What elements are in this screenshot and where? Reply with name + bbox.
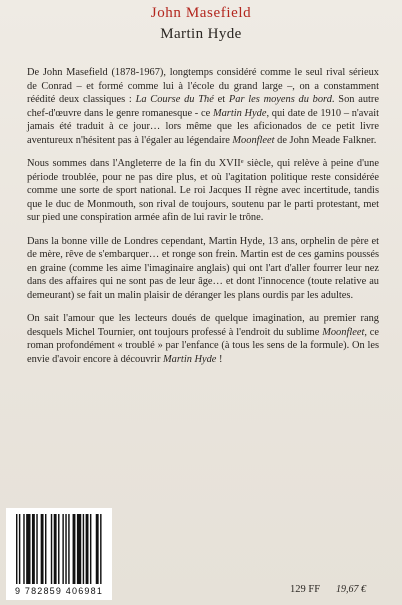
barcode-bar <box>68 514 69 584</box>
barcode-bar <box>77 514 81 584</box>
barcode-bar <box>54 514 57 584</box>
barcode-bar <box>58 514 59 584</box>
book-title: Martin Hyde <box>160 26 242 42</box>
text-run: On sait l'amour que les lecteurs doués de quelque imagination, au premier rang desquels Michel Tournier, ont toujours professé à l'endroit du sublime <box>27 313 379 338</box>
text-run: Nous sommes dans l'Angleterre de la fin du XVII <box>27 158 241 169</box>
barcode-bar <box>16 514 17 584</box>
barcode-bar <box>65 514 66 584</box>
text-run: et <box>213 94 229 105</box>
author-name: John Masefield <box>150 5 252 21</box>
text-run: , qui date de 1910 – n'avait jamais été traduit à ce jour… lors même que les aficionados de ce petit livre aventureux n'hésitent pas à l'égaler au légendaire <box>27 107 380 146</box>
italic-title: La Course du Thé <box>135 94 214 105</box>
barcode-bar <box>73 514 76 584</box>
barcode-bar <box>86 514 89 584</box>
text-run: siècle, qui relève à peine d'une période troublée, pour ne pas dire plus, et où l'agitation politique reste considérée comme une sorte de sport national. Le roi Jacques II règne avec incertitude, tandis que le duc de Monmouth, son rival de toujours, soutenu par le parti protestant, met sur pied une conspiration armée afin de lui ravir le trône. <box>27 158 379 223</box>
text-run: , ce roman profondément « troublé » par l'enfance (à tous les sens de la formule). On les envie d'avoir encore à découvrir <box>27 326 379 365</box>
barcode-bar <box>26 514 30 584</box>
barcode-bar <box>96 514 99 584</box>
barcode-bar <box>100 514 101 584</box>
price-francs: 129 FF <box>290 584 321 595</box>
barcode-bars <box>14 514 104 586</box>
blurb-paragraph-3 <box>27 235 379 303</box>
barcode-bar <box>32 514 35 584</box>
blurb-paragraph-2 <box>27 157 379 225</box>
italic-title: Martin Hyde <box>212 107 267 119</box>
barcode-bar <box>23 514 24 584</box>
barcode-bar <box>41 514 44 584</box>
text-run: . Son autre chef-d'œuvre dans le genre romanesque - ce <box>27 94 379 119</box>
barcode-bar <box>19 514 20 584</box>
barcode-bar <box>90 514 91 584</box>
italic-title: Moonfleet <box>232 134 275 146</box>
italic-title: Par les moyens du bord <box>228 94 332 105</box>
price-euros: 19,67 € <box>336 584 366 595</box>
blurb-paragraph-1 <box>27 66 379 147</box>
italic-title: Moonfleet <box>322 326 365 338</box>
barcode-bar <box>62 514 63 584</box>
barcode-bar <box>45 514 46 584</box>
text-run: ! <box>216 353 223 365</box>
text-run: Dans la bonne ville de Londres cependant, Martin Hyde, 13 ans, orphelin de père et de mère, rêve de s'embarquer… et ronge son frein. Martin est de ces gamins poussés en graine (comme les aime l'imaginaire anglais) qui ont l'art d'aller fourrer leur nez dans des affaires qui ne sont pas de leur âge… et dont l'innocence (toute relative au demeurant) se fait un malin plaisir de déranger les plans ourdis par les adultes. <box>27 235 379 301</box>
barcode-bar <box>36 514 37 584</box>
barcode <box>6 508 112 600</box>
superscript: e <box>240 158 244 165</box>
isbn-number: 9 782859 406981 <box>14 586 104 596</box>
italic-title: Martin Hyde <box>163 353 217 365</box>
blurb-text <box>27 66 379 376</box>
barcode-bar <box>83 514 84 584</box>
blurb-paragraph-4 <box>27 312 379 366</box>
text-run: de John Meade Falkner. <box>274 134 377 146</box>
barcode-bar <box>51 514 52 584</box>
text-run: De John Masefield (1878-1967), longtemps considéré comme le seul rival sérieux de Conrad – et formé comme lui à l'école du grand large –, on a constamment réédité deux classiques : <box>27 67 379 105</box>
